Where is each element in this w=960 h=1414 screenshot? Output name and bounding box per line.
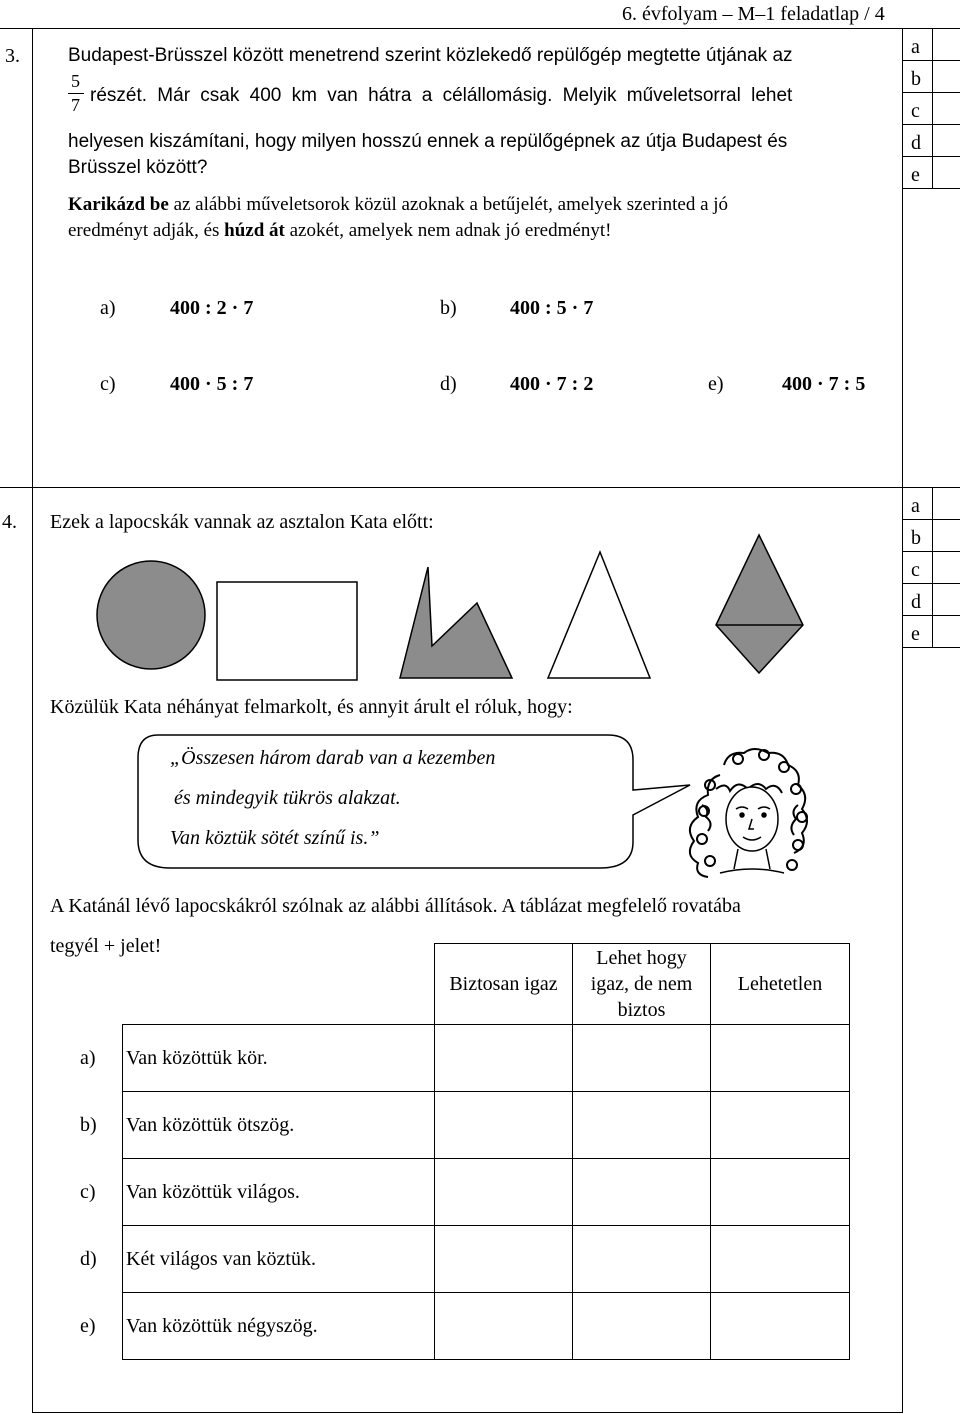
letter-c: c bbox=[911, 100, 920, 122]
answer-cell-e-surely[interactable] bbox=[435, 1293, 571, 1359]
column-header-maybe-true bbox=[572, 943, 711, 1025]
dark-pentagon-shape bbox=[400, 567, 512, 678]
instr-text-3: azokét, amelyek nem adnak jó eredményt! bbox=[284, 220, 612, 241]
task3-number: 3. bbox=[5, 45, 20, 67]
letter-e: e bbox=[911, 623, 920, 645]
column-header-label: Biztosan igaz bbox=[449, 973, 558, 995]
answer-cell-e-impossible[interactable] bbox=[711, 1293, 849, 1359]
answer-column-border bbox=[902, 28, 903, 1413]
answer-cell-b-impossible[interactable] bbox=[711, 1092, 849, 1157]
task4-bottom-border bbox=[32, 1412, 903, 1413]
option-c-expr: 400 · 5 : 7 bbox=[170, 373, 254, 395]
frame-top bbox=[0, 28, 960, 29]
letter-e: e bbox=[911, 164, 920, 186]
kata-portrait bbox=[680, 745, 820, 885]
task4-left-border bbox=[32, 487, 33, 1413]
answer-cell-b-maybe[interactable] bbox=[573, 1092, 709, 1157]
fraction-denominator: 7 bbox=[71, 95, 80, 115]
bubble-line-1: „Összesen három darab van a kezemben bbox=[170, 747, 496, 769]
task3-instruction-2 bbox=[68, 221, 611, 240]
row-statement: Van közöttük kör. bbox=[126, 1047, 268, 1069]
option-d-label[interactable]: d) bbox=[440, 373, 457, 395]
answer-cell-a-maybe[interactable] bbox=[573, 1025, 709, 1090]
row-statement: Van közöttük ötszög. bbox=[126, 1114, 295, 1136]
task3-left-border bbox=[32, 28, 33, 488]
option-a-expr: 400 : 2 · 7 bbox=[170, 297, 254, 319]
fraction-numerator: 5 bbox=[71, 71, 80, 91]
column-header-label: Lehetetlen bbox=[737, 973, 823, 995]
row-label: e) bbox=[80, 1315, 96, 1337]
page-header: 6. évfolyam – M–1 feladatlap / 4 bbox=[622, 3, 885, 25]
option-b-label[interactable]: b) bbox=[440, 297, 457, 319]
answer-cell-c-impossible[interactable] bbox=[711, 1159, 849, 1224]
task-separator bbox=[0, 487, 960, 488]
row-label: b) bbox=[80, 1114, 97, 1136]
task3-instruction-1 bbox=[68, 195, 728, 214]
instr-bold-2: húzd át bbox=[224, 220, 285, 241]
option-e-label[interactable]: e) bbox=[708, 373, 724, 395]
option-c-label[interactable]: c) bbox=[100, 373, 116, 395]
row-statement: Van közöttük négyszög. bbox=[126, 1315, 318, 1337]
shapes-row bbox=[40, 530, 880, 690]
light-rectangle-shape bbox=[217, 582, 357, 680]
option-e-expr: 400 · 7 : 5 bbox=[782, 373, 866, 395]
letter-a: a bbox=[911, 36, 920, 58]
letter-b: b bbox=[911, 527, 921, 549]
column-header-impossible bbox=[710, 943, 850, 1025]
task4-intro: Ezek a lapocskák vannak az asztalon Kata előtt: bbox=[50, 511, 434, 533]
letter-a: a bbox=[911, 495, 920, 517]
answer-cell-e-maybe[interactable] bbox=[573, 1293, 709, 1359]
answer-cell-a-impossible[interactable] bbox=[711, 1025, 849, 1090]
instr-text-2: eredményt adják, és bbox=[68, 220, 225, 241]
task4-number: 4. bbox=[2, 511, 17, 533]
answer-cell-d-surely[interactable] bbox=[435, 1226, 571, 1291]
fraction-bar bbox=[68, 93, 84, 94]
letter-d: d bbox=[911, 591, 921, 613]
instr-bold-1: Karikázd be bbox=[68, 194, 169, 215]
row-label: a) bbox=[80, 1047, 96, 1069]
answer-cell-c-surely[interactable] bbox=[435, 1159, 571, 1224]
bubble-line-3: Van köztük sötét színű is.” bbox=[170, 827, 380, 849]
instr-text-1: az alábbi műveletsorok közül azoknak a betűjelét, amelyek szerinted a jó bbox=[168, 194, 729, 215]
task4-instruction-1: A Katánál lévő lapocskákról szólnak az alábbi állítások. A táblázat megfelelő rovatába bbox=[50, 895, 741, 917]
task4-instruction-2: tegyél + jelet! bbox=[50, 935, 162, 957]
task3-line2: részét. Már csak 400 km van hátra a célállomásig. Melyik műveletsorral lehet bbox=[90, 85, 793, 106]
answer-cell-b-surely[interactable] bbox=[435, 1092, 571, 1157]
dark-circle-shape bbox=[97, 561, 205, 669]
column-header-label: Lehet hogy igaz, de nem biztos bbox=[590, 947, 693, 1021]
option-b-expr: 400 : 5 · 7 bbox=[510, 297, 594, 319]
letter-d: d bbox=[911, 132, 921, 154]
bubble-line-2: és mindegyik tükrös alakzat. bbox=[174, 787, 401, 809]
task4-said: Közülük Kata néhányat felmarkolt, és annyit árult el róluk, hogy: bbox=[50, 696, 573, 718]
answer-cell-c-maybe[interactable] bbox=[573, 1159, 709, 1224]
option-a-label[interactable]: a) bbox=[100, 297, 116, 319]
option-d-expr: 400 · 7 : 2 bbox=[510, 373, 594, 395]
task3-line4: Brüsszel között? bbox=[68, 157, 208, 178]
task3-line3: helyesen kiszámítani, hogy milyen hosszú ennek a repülőgépnek az útja Budapest és bbox=[68, 131, 788, 152]
row-label: d) bbox=[80, 1248, 97, 1270]
letter-c: c bbox=[911, 559, 920, 581]
answer-cell-d-impossible[interactable] bbox=[711, 1226, 849, 1291]
row-label: c) bbox=[80, 1181, 96, 1203]
column-header-surely-true bbox=[434, 943, 573, 1025]
letter-b: b bbox=[911, 68, 921, 90]
row-statement: Van közöttük világos. bbox=[126, 1181, 300, 1203]
row-statement: Két világos van köztük. bbox=[126, 1248, 316, 1270]
task3-line1: Budapest-Brüsszel között menetrend szerint közlekedő repülőgép megtette útjának az bbox=[68, 45, 793, 66]
dark-rhombus-shape bbox=[716, 535, 803, 673]
light-triangle-shape bbox=[548, 552, 650, 678]
answer-cell-a-surely[interactable] bbox=[435, 1025, 571, 1090]
answer-cell-d-maybe[interactable] bbox=[573, 1226, 709, 1291]
